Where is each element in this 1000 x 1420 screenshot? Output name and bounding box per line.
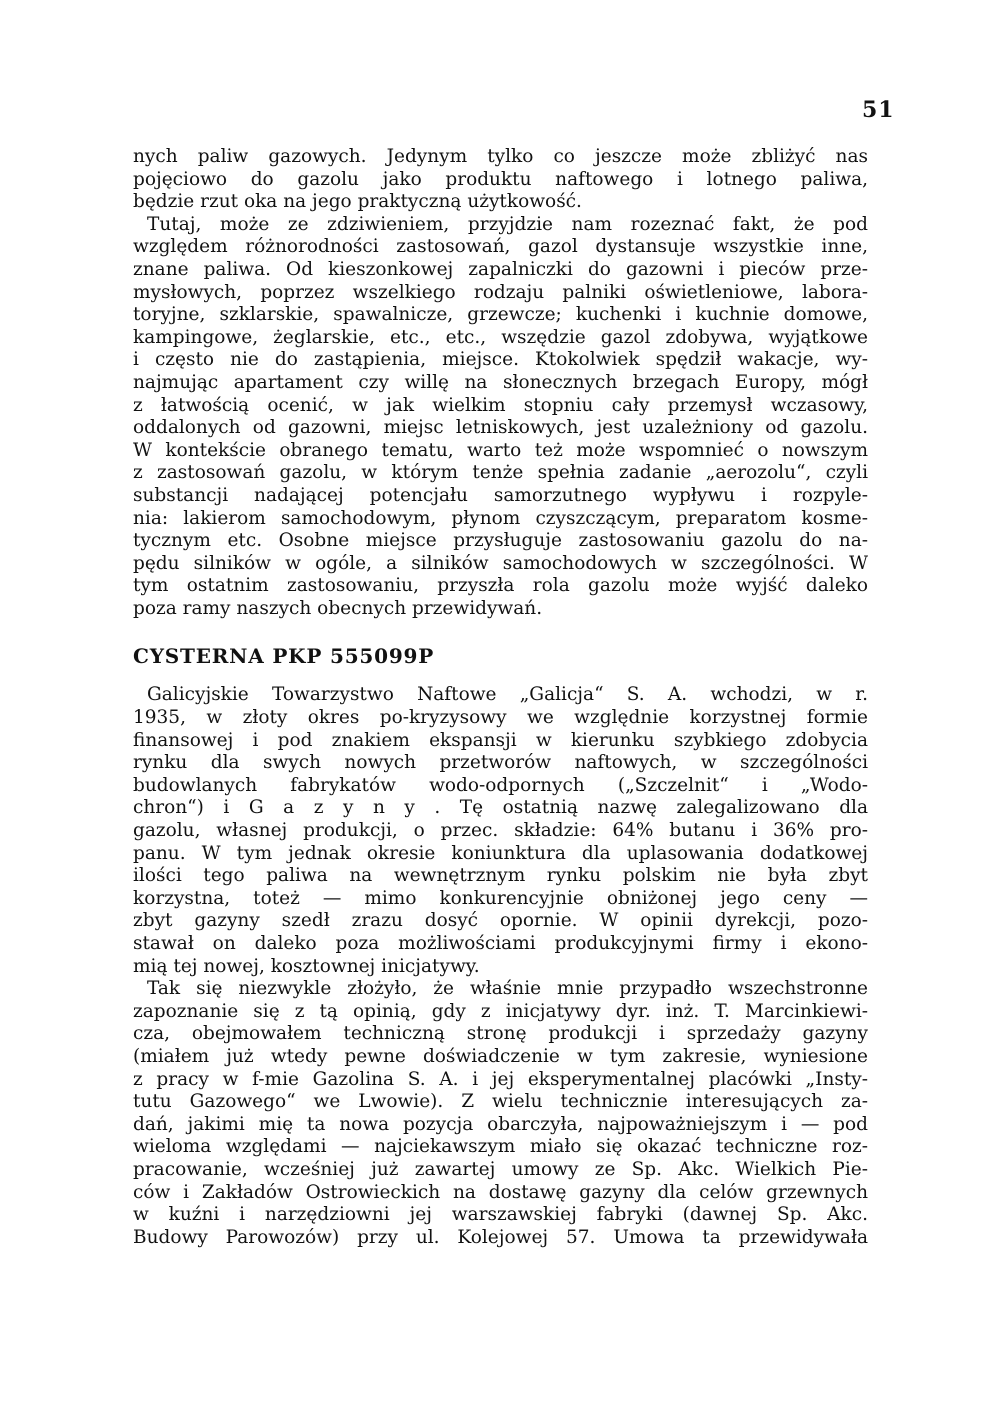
text-line: rynku dla swych nowych przetworów naftowych, w szczególności [133,752,868,774]
text-line: i często nie do zastąpienia, miejsce. Ktokolwiek spędził wakacje, wy- [133,349,868,371]
text-line: pędu silników w ogóle, a silników samochodowych w szczególności. W [133,552,868,574]
text-line: ców i Zakładów Ostrowieckich na dostawę gazyny dla celów grzewnych [133,1181,868,1203]
text-line: budowlanych fabrykatów wodo-odpornych („Szczelnit“ i „Wodo- [133,774,868,796]
text-line: wieloma względami — najciekawszym miało się okazać techniczne roz- [133,1136,868,1158]
text-line: znane paliwa. Od kieszonkowej zapalniczki do gazowni i pieców prze- [133,258,868,280]
text-line: nych paliw gazowych. Jedynym tylko co jeszcze może zbliżyć nas [133,146,868,167]
text-line: gazolu, własnej produkcji, o przec. składzie: 64% butanu i 36% pro- [133,820,868,842]
text-line: będzie rzut oka na jego praktyczną użytkowość. [133,191,582,213]
text-line: z łatwością ocenić, w jak wielkim stopniu cały przemysł wczasowy, [133,394,868,416]
paragraph [133,214,868,621]
text-line: tym ostatnim zastosowaniu, przyszła rola gazolu może wyjść daleko [133,575,868,597]
text-line: w kuźni i narzędziowni jej warszawskiej fabryki (dawnej Sp. Akc. [133,1204,868,1226]
text-line: mysłowych, poprzez wszelkiego rodzaju palniki oświetleniowe, labora- [133,281,868,303]
text-line: nia: lakierom samochodowym, płynom czyszczącym, preparatom kosme- [133,507,868,529]
text-line: stawał on daleko poza możliwościami produkcyjnymi firmy i ekono- [133,933,868,954]
text-line: (miałem już wtedy pewne doświadczenie w tym zakresie, wyniesione [133,1045,868,1067]
text-line: finansowej i pod znakiem ekspansji w kierunku szybkiego zdobycia [133,729,868,751]
text-line: pracowanie, wcześniej już zawartej umowy ze Sp. Akc. Wielkich Pie- [133,1158,868,1180]
text-line: dań, jakimi mię ta nowa pozycja obarczyła, najpoważniejszym i — pod [133,1113,868,1135]
text-line: Tak się niezwykle złożyło, że właśnie mnie przypadło wszechstronne [147,978,868,1000]
paragraph [133,146,868,214]
text-line: toryjne, szklarskie, spawalnicze, grzewcze; kuchenki i kuchnie domowe, [133,304,868,326]
text-line: ilości tego paliwa na wewnętrznym rynku polskim nie była zbyt [133,865,868,887]
page-number: 51 [862,97,895,123]
text-line: oddalonych od gazowni, miejsc letniskowych, jest uzależniony od gazolu. [133,417,868,439]
text-line: najmując apartament czy willę na słonecznych brzegach Europy, mógł [133,371,868,393]
text-line: zbyt gazyny szedł zrazu dosyć opornie. W opinii dyrekcji, pozo- [133,910,868,932]
text-section-top [133,146,868,620]
text-section-bottom [133,684,868,1249]
text-line: pojęciowo do gazolu jako produktu naftowego i lotnego paliwa, [133,168,868,190]
text-line: korzystna, toteż — mimo konkurencyjnie obniżonej jego ceny — [133,887,868,909]
text-line: poza ramy naszych obecnych przewidywań. [133,597,543,619]
text-line: Galicyjskie Towarzystwo Naftowe „Galicja“ S. A. wchodzi, w r. [147,684,868,706]
paragraph [133,978,868,1249]
text-line: z pracy w f-mie Gazolina S. A. i jej eksperymentalnej placówki „Insty- [133,1068,868,1090]
text-line: względem różnorodności zastosowań, gazol dystansuje wszystkie inne, [133,236,868,258]
text-line: kampingowe, żeglarskie, etc., etc., wszędzie gazol zdobywa, wyjątkowe [133,326,868,348]
text-line: cza, obejmowałem techniczną stronę produkcji i sprzedaży gazyny [133,1023,868,1045]
text-line: tutu Gazowego“ we Lwowie). Z wielu technicznie interesujących za- [133,1091,868,1113]
text-line: chron“) i G a z y n y . Tę ostatnią nazwę zalegalizowano dla [133,797,868,819]
text-line: z zastosowań gazolu, w którym tenże spełnia zadanie „aerozolu“, czyli [133,462,868,484]
text-line: 1935, w złoty okres po-kryzysowy we względnie korzystnej formie [133,707,868,729]
text-line: substancji nadającej potencjału samorzutnego wypływu i rozpyle- [133,484,868,506]
text-line: mią tej nowej, kosztownej inicjatywy. [133,955,480,977]
paragraph [133,684,868,978]
text-line: W kontekście obranego tematu, warto też może wspomnieć o nowszym [133,439,868,461]
text-line: zapoznanie się z tą opinią, gdy z inicjatywy dyr. inż. T. Marcinkiewi- [133,1000,868,1022]
text-line: panu. W tym jednak okresie koniunktura dla uplasowania dodatkowej [133,842,868,864]
text-line: Budowy Parowozów) przy ul. Kolejowej 57. Umowa ta przewidywała [133,1226,868,1248]
section-heading: CYSTERNA PKP 555099P [133,644,435,669]
text-line: tycznym etc. Osobne miejsce przysługuje zastosowaniu gazolu do na- [133,530,868,552]
text-block [133,146,868,1249]
text-line: Tutaj, może ze zdziwieniem, przyjdzie nam rozeznać fakt, że pod [147,213,868,235]
